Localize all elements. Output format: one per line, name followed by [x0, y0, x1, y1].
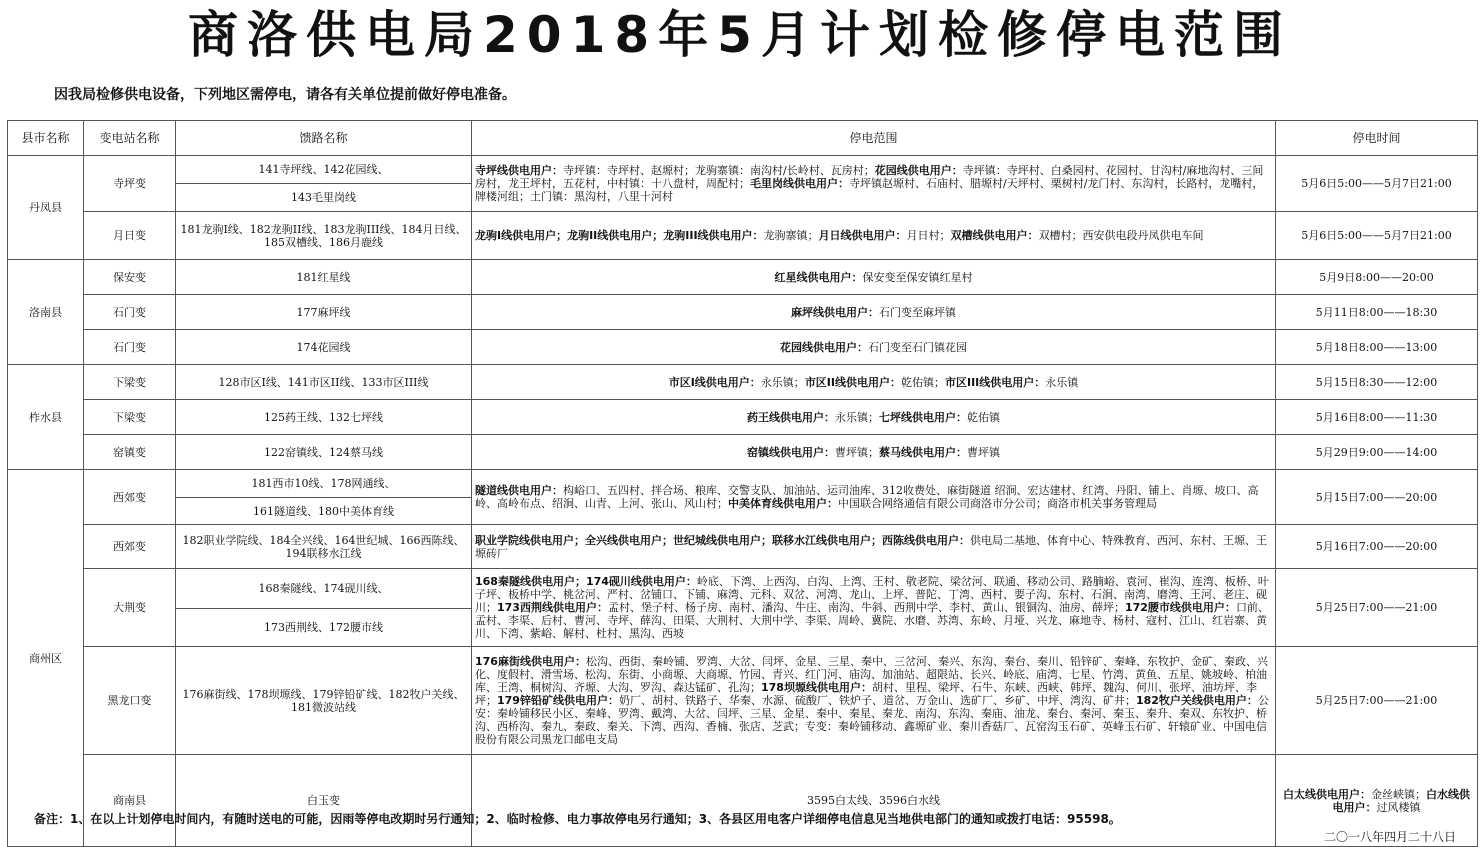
header-station: 变电站名称 — [84, 121, 176, 156]
table-row — [8, 295, 1478, 330]
feeder-cell: 128市区I线、141市区II线、133市区III线 — [176, 365, 472, 400]
table-row — [8, 330, 1478, 365]
feeder-cell: 174花园线 — [176, 330, 472, 365]
station-cell: 下梁变 — [84, 400, 176, 435]
scope-cell: 隧道线供电用户：构峪口、五四村、拌合场、粮库、交警支队、加油站、运司油库、312收费处、麻街隧道 绍涧、宏达建材、红湾、丹阳、铺上、肖塬、坡口、高岭、高岭布点、绍涧、山青、上河、张山、风山村；中美体育线供电用户：中国联合网络通信有限公司商洛市分公司；商洛市机关事务管理局 — [472, 470, 1276, 525]
station-cell: 白玉变 — [176, 755, 472, 847]
scope-cell: 168秦隧线供电用户；174砚川线供电用户：岭底、下湾、上西沟、白沟、上湾、王村、敬老院、梁岔河、联通、移动公司、路腩峪、袁河、崔沟、连湾、板桥、叶子坪、板桥中学、桃岔河、严村、岔铺口、下铺、麻湾、元科、双岔、河湾、龙山、上坪、普陀、丁湾、西村、要子沟、东村、石涧、南湾、磨湾、王河、老庄、砚川；173西荆线供电用户：孟村、堡子村、杨子房、南村、潘沟、牛庄、南沟、牛斜、西荆中学、李村、黄山、银铜沟、油房、薛坪；172腰市线供电用户：口前、孟村、李渠、后村、曹河、寺坪、薛沟、田渠、大荆村、大荆中学、李渠、周岭、冀院、水磨、苏湾、东岭、月垭、兴龙、麻地寺、杨村、寇村、江山、红岩寨、黄川、下湾、紫峪、解村、杜村、黑沟、西坡 — [472, 569, 1276, 647]
station-cell: 寺坪变 — [84, 156, 176, 212]
scope-cell: 药王线供电用户：永乐镇；七坪线供电用户：乾佑镇 — [472, 400, 1276, 435]
feeder-cell: 182职业学院线、184全兴线、164世纪城、166西陈线、194联移水江线 — [176, 525, 472, 569]
table-row — [8, 156, 1478, 184]
county-cell: 商州区 — [8, 470, 84, 847]
table-row — [8, 365, 1478, 400]
feeder-cell: 181西市10线、178网通线、 — [176, 470, 472, 498]
table-row — [8, 569, 1478, 609]
table-header-row — [8, 121, 1478, 156]
time-cell: 5月15日7:00——20:00 — [1276, 470, 1478, 525]
time-cell: 5月15日8:30——12:00 — [1276, 365, 1478, 400]
table-row — [8, 525, 1478, 569]
scope-cell: 寺坪线供电用户：寺坪镇：寺坪村、赵塬村；龙驹寨镇：南沟村/长岭村、瓦房村；花园线供电用户：寺坪镇：寺坪村、白桑园村、花园村、甘沟村/麻地沟村、三间房村，龙王坪村，五花村，中村镇：十八盘村，周配村；毛里岗线供电用户：寺坪镇赵塬村、石庙村、腊塬村/天坪村、栗树村/龙门村、东沟村，长路村，龙嘴村，牌楼河组；土门镇：黑沟村，八里十河村 — [472, 156, 1276, 212]
county-cell: 洛南县 — [8, 260, 84, 365]
table-row — [8, 212, 1478, 260]
table-row — [8, 400, 1478, 435]
station-cell: 石门变 — [84, 330, 176, 365]
feeder-cell: 173西荆线、172腰市线 — [176, 609, 472, 647]
station-cell: 下梁变 — [84, 365, 176, 400]
station-cell: 西郊变 — [84, 525, 176, 569]
station-cell: 保安变 — [84, 260, 176, 295]
station-cell: 窑镇变 — [84, 435, 176, 470]
feeder-cell: 161隧道线、180中美体育线 — [176, 498, 472, 525]
header-time: 停电时间 — [1276, 121, 1478, 156]
county-cell: 柞水县 — [8, 365, 84, 470]
time-cell: 5月18日8:00——13:00 — [1276, 330, 1478, 365]
time-cell: 5月16日8:00——11:30 — [1276, 400, 1478, 435]
scope-cell: 市区I线供电用户：永乐镇；市区II线供电用户：乾佑镇；市区III线供电用户：永乐镇 — [472, 365, 1276, 400]
feeder-cell: 176麻街线、178坝塬线、179锌铅矿线、182牧户关线、181微波站线 — [176, 647, 472, 755]
header-feeder: 馈路名称 — [176, 121, 472, 156]
time-cell: 5月9日8:00——20:00 — [1276, 260, 1478, 295]
county-cell: 丹凤县 — [8, 156, 84, 260]
station-cell: 黑龙口变 — [84, 647, 176, 755]
table-row — [8, 260, 1478, 295]
footnote: 备注：1、在以上计划停电时间内，有随时送电的可能，因雨等停电改期时另行通知；2、临时检修、电力事故停电另行通知；3、各县区用电客户详细停电信息见当地供电部门的通知或拨打电话：95598。 — [34, 812, 1121, 826]
feeder-cell: 181红星线 — [176, 260, 472, 295]
scope-cell: 龙驹I线供电用户；龙驹II线供电用户；龙驹III线供电用户：龙驹寨镇；月日线供电用户：月日村；双槽线供电用户：双槽村；西安供电段丹凤供电车间 — [472, 212, 1276, 260]
feeder-cell: 168秦隧线、174砚川线、 — [176, 569, 472, 609]
feeder-cell: 122窑镇线、124蔡马线 — [176, 435, 472, 470]
scope-cell: 职业学院线供电用户；全兴线供电用户；世纪城线供电用户；联移水江线供电用户；西陈线供电用户：供电局二基地、体育中心、特殊教育、西河、东村、王塬、王塬砖厂 — [472, 525, 1276, 569]
page-title: 商洛供电局2018年5月计划检修停电范围 — [188, 6, 1292, 64]
time-cell: 5月25日7:00——21:00 — [1276, 569, 1478, 647]
scope-cell: 窑镇线供电用户：曹坪镇；蔡马线供电用户：曹坪镇 — [472, 435, 1276, 470]
scope-cell: 红星线供电用户：保安变至保安镇红星村 — [472, 260, 1276, 295]
scope-cell: 176麻街线供电用户：松沟、西街、秦岭铺、罗湾、大岔、闫坪、金星、三星、秦中、三岔河、秦兴、东沟、秦台、秦川、铅锌矿、秦峰、东牧护、金矿、秦政、兴化、度假村、滑雪场、松沟、东街、小商塬、大商塬、竹园、青兴、红门河、庙沟、加油站、超限站、长兴、岭底、庙湾、七星、竹湾、黄鱼、五星、姚坡岭、柏油库、王湾、桐树沟、齐塬、大沟、罗沟、森达锰矿、孔沟；178坝塬线供电用户：胡村、里程、梁坪、石牛、东峡、西峡、韩坪、魏沟、何川、张坪、油坊坪、李坪；179锌铅矿线供电用户：奶厂、胡村、铁路子、华秦、水源、硫酸厂、铁炉子、道岔、万金山、选矿厂、乡矿、中坪、湾沟、矿井；182牧户关线供电用户：公安：秦岭铺移民小区、秦峰、罗湾、戴湾、大岔、闫坪、三星、金星、秦中、秦星、秦龙、南沟、东沟、秦庙、油龙、秦台、秦河、秦玉、秦升、秦双、东牧护、桥沟、西桥沟、秦九、秦政、秦关、下湾、西沟、香楠、张店、芝武；专变：秦岭铺移动、鑫塬矿业、秦川香菇厂、瓦窑沟玉石矿、英峰玉石矿、轩辕矿业、中国电信股份有限公司黑龙口邮电支局 — [472, 647, 1276, 755]
scope-cell: 麻坪线供电用户：石门变至麻坪镇 — [472, 295, 1276, 330]
scope-cell: 白太线供电用户：金丝峡镇；白水线供电用户：过风楼镇 — [1276, 755, 1478, 847]
feeder-cell: 3595白太线、3596白水线 — [472, 755, 1276, 847]
intro-text: 因我局检修供电设备，下列地区需停电，请各有关单位提前做好停电准备。 — [54, 87, 516, 103]
table-row — [8, 755, 1478, 847]
header-scope: 停电范围 — [472, 121, 1276, 156]
station-cell: 月日变 — [84, 212, 176, 260]
time-cell: 5月16日7:00——20:00 — [1276, 525, 1478, 569]
time-cell: 5月25日7:00——21:00 — [1276, 647, 1478, 755]
header-county: 县市名称 — [8, 121, 84, 156]
table-row — [8, 470, 1478, 498]
station-cell: 大荆变 — [84, 569, 176, 647]
time-cell: 5月29日9:00——14:00 — [1276, 435, 1478, 470]
time-cell: 5月6日5:00——5月7日21:00 — [1276, 156, 1478, 212]
time-cell: 5月11日8:00——18:30 — [1276, 295, 1478, 330]
scope-cell: 花园线供电用户：石门变至石门镇花园 — [472, 330, 1276, 365]
feeder-cell: 125药王线、132七坪线 — [176, 400, 472, 435]
outage-table — [7, 120, 1478, 847]
feeder-cell: 181龙驹I线、182龙驹II线、183龙驹III线、184月日线、185双槽线、186月鹿线 — [176, 212, 472, 260]
feeder-cell: 141寺坪线、142花园线、 — [176, 156, 472, 184]
time-cell: 5月6日5:00——5月7日21:00 — [1276, 212, 1478, 260]
table-row — [8, 647, 1478, 755]
county-cell: 商南县 — [84, 755, 176, 847]
feeder-cell: 143毛里岗线 — [176, 184, 472, 212]
station-cell: 西郊变 — [84, 470, 176, 525]
feeder-cell: 177麻坪线 — [176, 295, 472, 330]
table-row — [8, 435, 1478, 470]
issue-date: 二〇一八年四月二十八日 — [1323, 830, 1456, 844]
station-cell: 石门变 — [84, 295, 176, 330]
